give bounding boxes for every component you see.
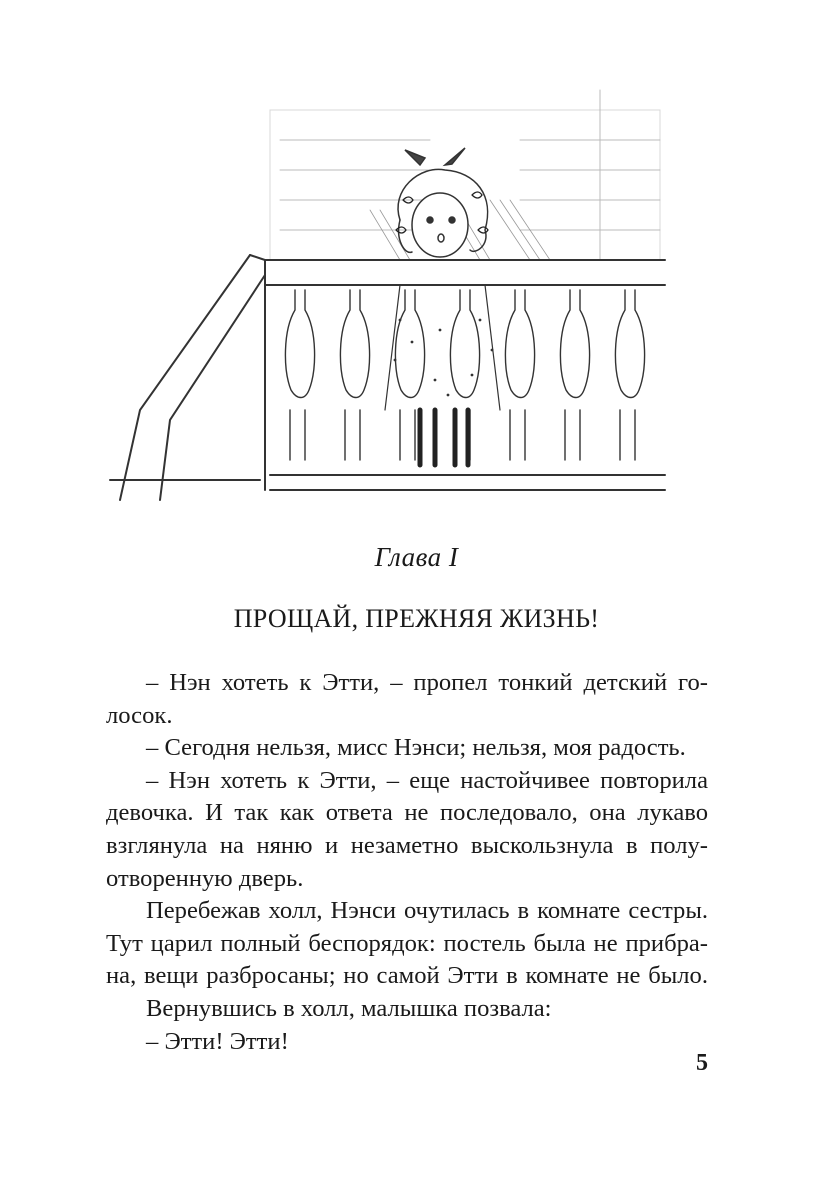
chapter-body-text: [106, 667, 708, 1058]
text-line: – Нэн хотеть к Этти, – еще настойчивее повторила: [146, 766, 708, 794]
text-line: Перебежав холл, Нэнси очутилась в комнате сестры.: [146, 897, 708, 925]
text-line: – Сегодня нельзя, мисс Нэнси; нельзя, моя радость.: [146, 734, 686, 762]
text-line: отворенную дверь.: [106, 864, 304, 892]
chapter-title: ПРОЩАЙ, ПРЕЖНЯЯ ЖИЗНЬ!: [233, 604, 600, 633]
girl-on-balcony-illustration: [100, 80, 700, 520]
text-line: – Этти! Этти!: [146, 1027, 289, 1055]
text-line: лосок.: [106, 701, 173, 729]
text-line: – Нэн хотеть к Этти, – пропел тонкий детский го-: [146, 669, 708, 696]
text-line: на, вещи разбросаны; но самой Этти в комнате не было.: [106, 962, 708, 990]
chapter-label: Глава I: [374, 542, 459, 572]
text-line: девочка. И так как ответа не последовало, она лукаво: [106, 799, 708, 827]
text-line: Тут царил полный беспорядок: постель была не прибра-: [106, 929, 708, 957]
page-number: 5: [696, 1050, 708, 1076]
text-line: Вернувшись в холл, малышка позвала:: [146, 994, 552, 1022]
text-line: взглянула на няню и незаметно выскользнула в полу-: [106, 831, 708, 859]
